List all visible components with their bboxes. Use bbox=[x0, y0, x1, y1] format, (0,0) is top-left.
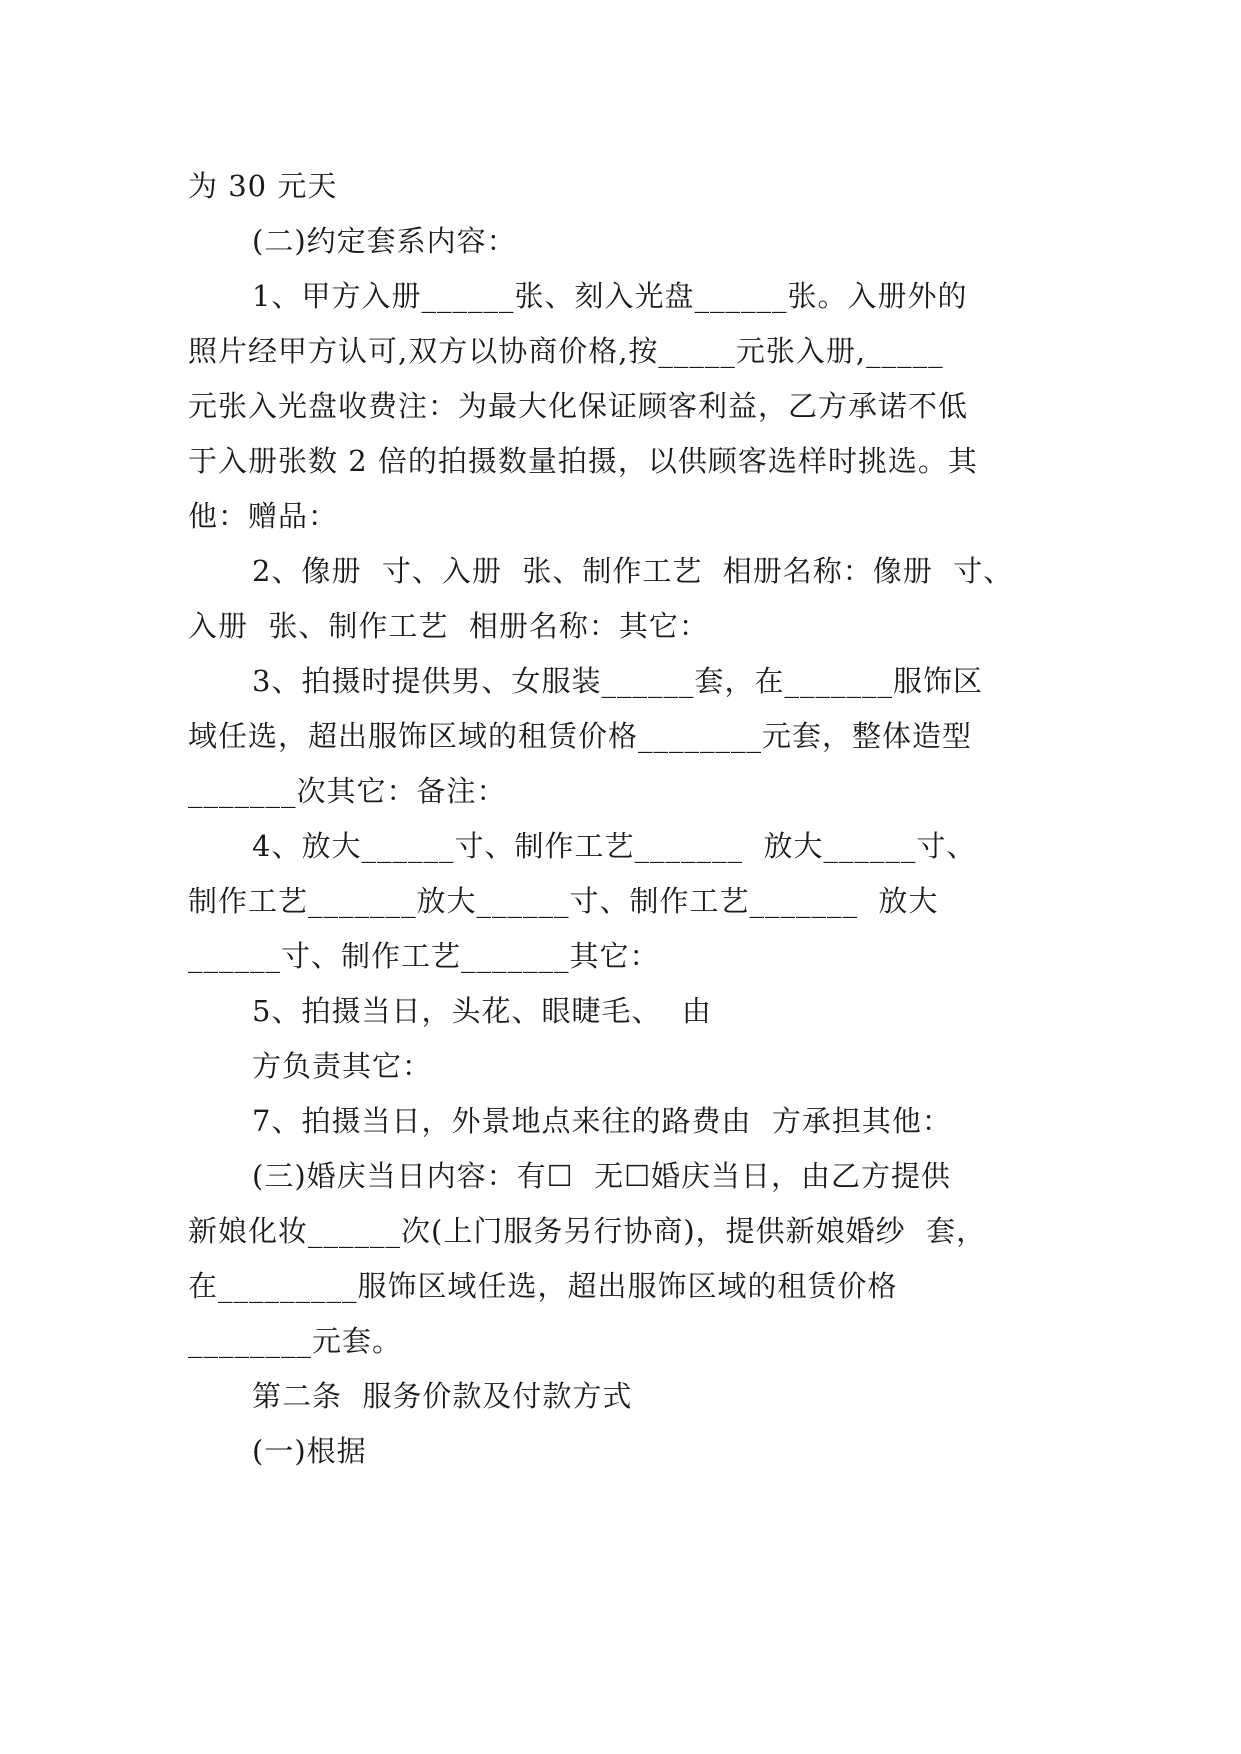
text-line: 方负责其它： bbox=[252, 1049, 433, 1083]
text-line: 他：赠品： bbox=[188, 499, 339, 533]
text-line: 为 30 元天 bbox=[188, 169, 338, 203]
text-line: 1、甲方入册______张、刻入光盘______张。入册外的 bbox=[252, 279, 968, 313]
text-line: 制作工艺_______放大______寸、制作工艺_______ 放大 bbox=[188, 884, 939, 918]
text-line: 于入册张数 2 倍的拍摄数量拍摄，以供顾客选样时挑选。其 bbox=[188, 444, 978, 478]
text-line: 3、拍摄时提供男、女服装______套，在_______服饰区 bbox=[252, 664, 983, 698]
text-line: 4、放大______寸、制作工艺_______ 放大______寸、 bbox=[252, 829, 977, 863]
text-line: ______寸、制作工艺_______其它： bbox=[188, 939, 660, 973]
text-line: 7、拍摄当日，外景地点来往的路费由 方承担其他： bbox=[252, 1104, 952, 1138]
text-line: 2、像册 寸、入册 张、制作工艺 相册名称：像册 寸、 bbox=[252, 554, 1014, 588]
section-heading: (一)根据 bbox=[252, 1434, 367, 1468]
text-line: ________元套。 bbox=[188, 1324, 403, 1358]
text-line: 照片经甲方认可,双方以协商价格,按_____元张入册,_____ bbox=[188, 334, 944, 368]
article-heading: 第二条 服务价款及付款方式 bbox=[252, 1379, 633, 1413]
text-line: 新娘化妆______次(上门服务另行协商)，提供新娘婚纱 套， bbox=[188, 1214, 987, 1248]
section-heading: (二)约定套系内容： bbox=[252, 224, 517, 258]
text-line: 域任选，超出服饰区域的租赁价格________元套，整体造型 bbox=[188, 719, 973, 753]
text-line: _______次其它：备注： bbox=[188, 774, 507, 808]
text-line: 元张入光盘收费注：为最大化保证顾客利益，乙方承诺不低 bbox=[188, 389, 969, 423]
text-line: 5、拍摄当日，头花、眼睫毛、 由 bbox=[252, 994, 712, 1028]
section-heading: (三)婚庆当日内容：有☐ 无☐婚庆当日，由乙方提供 bbox=[252, 1159, 952, 1193]
text-line: 入册 张、制作工艺 相册名称：其它： bbox=[188, 609, 709, 643]
text-line: 在_________服饰区域任选，超出服饰区域的租赁价格 bbox=[188, 1269, 898, 1303]
